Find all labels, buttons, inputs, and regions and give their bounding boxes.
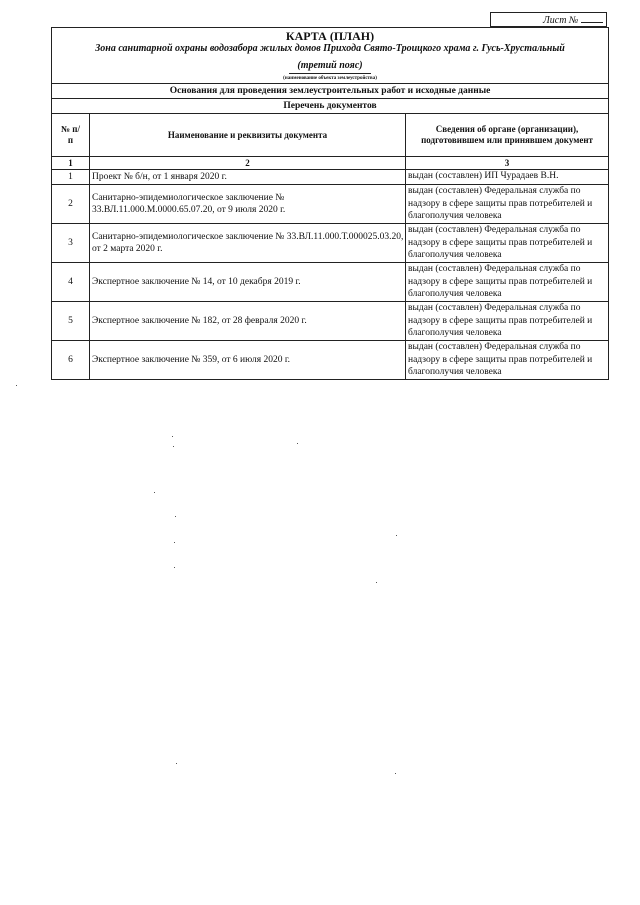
issuing-organization: выдан (составлен) Федеральная служба по надзору в сфере защиты прав потребителей и благополучия человека xyxy=(406,185,609,224)
table-row xyxy=(52,224,609,263)
scan-speck xyxy=(174,567,175,568)
document-name: Экспертное заключение № 14, от 10 декабря 2019 г. xyxy=(90,263,406,302)
object-caption: (наименование объекта землеустройства) xyxy=(52,74,609,84)
form-title: КАРТА (ПЛАН) xyxy=(285,29,375,43)
document-name: Экспертное заключение № 182, от 28 февраля 2020 г. xyxy=(90,302,406,341)
col-header-no xyxy=(52,114,90,157)
scan-speck xyxy=(297,443,298,444)
column-number-2: 2 xyxy=(90,157,406,170)
document-name: Проект № б/н, от 1 января 2020 г. xyxy=(90,170,406,185)
title-block xyxy=(52,28,609,75)
sheet-number-label: Лист № xyxy=(543,15,579,26)
title-row xyxy=(52,28,609,75)
issuing-organization: выдан (составлен) Федеральная служба по надзору в сфере защиты прав потребителей и благополучия человека xyxy=(406,224,609,263)
scan-speck xyxy=(16,385,17,386)
row-number: 4 xyxy=(52,263,90,302)
row-number: 2 xyxy=(52,185,90,224)
table-row xyxy=(52,341,609,380)
issuing-organization: выдан (составлен) Федеральная служба по надзору в сфере защиты прав потребителей и благополучия человека xyxy=(406,263,609,302)
sheet-number-blank xyxy=(581,13,603,23)
table-row xyxy=(52,170,609,185)
row-number: 5 xyxy=(52,302,90,341)
row-number: 6 xyxy=(52,341,90,380)
col-header-no-text: № п/п xyxy=(61,124,80,145)
sheet-number-box xyxy=(490,12,607,27)
scan-speck xyxy=(376,582,377,583)
document-name: Санитарно-эпидемиологическое заключение № 33.ВЛ.11.000.Т.000025.03.20, от 2 марта 2020 г. xyxy=(90,224,406,263)
row-number: 3 xyxy=(52,224,90,263)
object-zone: (третий пояс) xyxy=(289,60,370,74)
section-title: Основания для проведения землеустроительных работ и исходные данные xyxy=(52,84,609,99)
scan-speck xyxy=(173,446,174,447)
document-name: Экспертное заключение № 359, от 6 июля 2020 г. xyxy=(90,341,406,380)
scan-speck xyxy=(396,535,397,536)
section-row xyxy=(52,84,609,99)
scan-speck xyxy=(176,763,177,764)
column-number-1: 1 xyxy=(52,157,90,170)
header-row xyxy=(52,114,609,157)
section-sub-row xyxy=(52,99,609,114)
scan-speck xyxy=(175,516,176,517)
scan-speck xyxy=(172,436,173,437)
section-subtitle: Перечень документов xyxy=(52,99,609,114)
document-form xyxy=(51,27,609,380)
row-number: 1 xyxy=(52,170,90,185)
table-row xyxy=(52,185,609,224)
col-header-doc: Наименование и реквизиты документа xyxy=(90,114,406,157)
issuing-organization: выдан (составлен) Федеральная служба по надзору в сфере защиты прав потребителей и благополучия человека xyxy=(406,341,609,380)
scan-speck xyxy=(154,492,155,493)
col-header-org: Сведения об органе (организации), подготовившем или принявшем документ xyxy=(406,114,609,157)
document-name: Санитарно-эпидемиологическое заключение № 33.ВЛ.11.000.М.0000.65.07.20, от 9 июля 2020 г. xyxy=(90,185,406,224)
column-number-row xyxy=(52,157,609,170)
caption-row xyxy=(52,74,609,84)
object-name: Зона санитарной охраны водозабора жилых домов Прихода Свято-Троицкого храма г. Гусь-Хрустальный xyxy=(95,43,565,54)
column-number-3: 3 xyxy=(406,157,609,170)
issuing-organization: выдан (составлен) ИП Чурадаев В.Н. xyxy=(406,170,609,185)
table-row xyxy=(52,302,609,341)
scan-speck xyxy=(395,773,396,774)
issuing-organization: выдан (составлен) Федеральная служба по надзору в сфере защиты прав потребителей и благополучия человека xyxy=(406,302,609,341)
scan-speck xyxy=(174,542,175,543)
table-row xyxy=(52,263,609,302)
